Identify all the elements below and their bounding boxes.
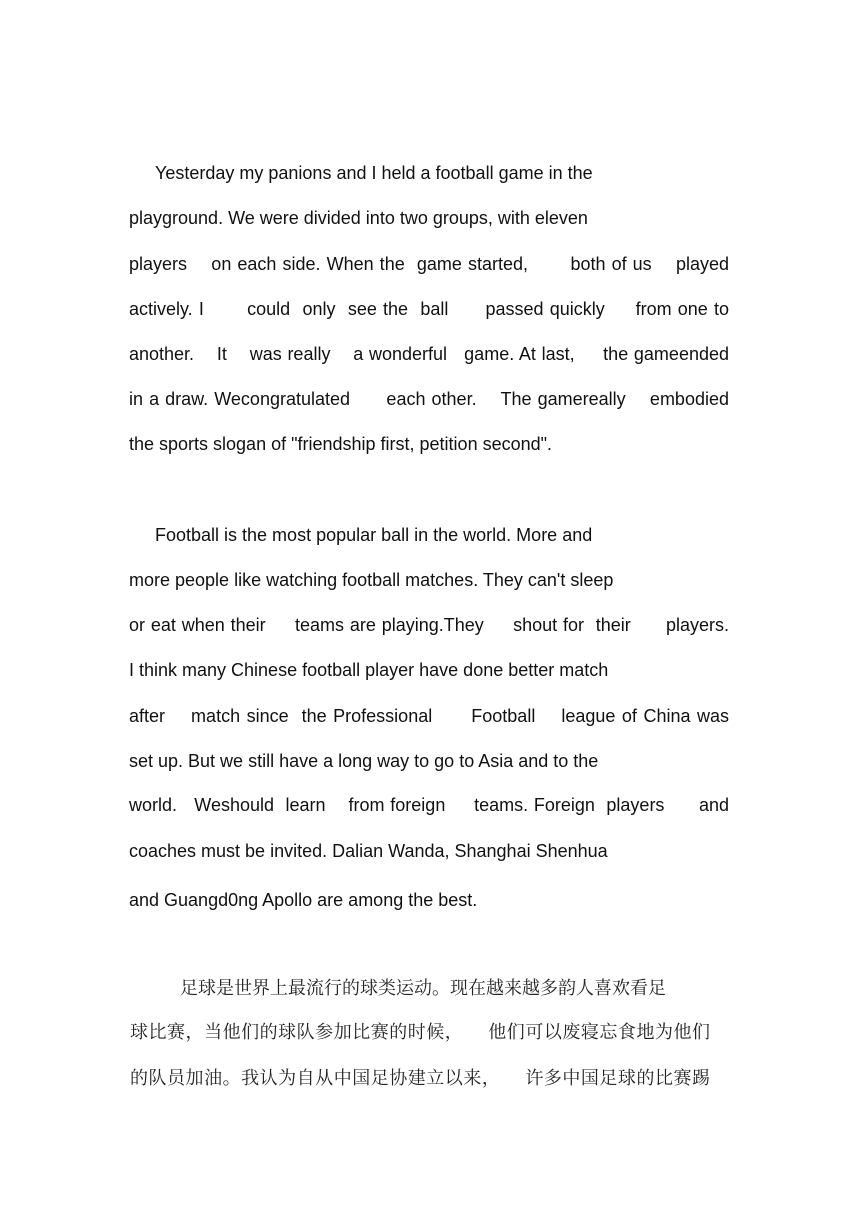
paragraph-2-line-1: Football is the most popular ball in the world. More and (155, 525, 593, 545)
paragraph-1-line-4: actively. I could only see the ball passed quickly from one to (129, 299, 729, 319)
paragraph-2-line-5: after match since the Professional Football league of China was (129, 706, 729, 726)
paragraph-1-line-6: in a draw. Wecongratulated each other. The gamereally embodied (129, 389, 729, 409)
paragraph-1-line-2: playground. We were divided into two groups, with eleven (129, 208, 588, 228)
paragraph-1-line-1: Yesterday my panions and I held a football game in the (155, 163, 593, 183)
paragraph-2-line-2: more people like watching football matches. They can't sleep (129, 570, 614, 590)
paragraph-1-line-3: players on each side. When the game started, both of us played (129, 254, 729, 274)
paragraph-2-line-9: and Guangd0ng Apollo are among the best. (129, 890, 478, 910)
paragraph-2-line-4: I think many Chinese football player have done better match (129, 660, 609, 680)
paragraph-2-line-8: coaches must be invited. Dalian Wanda, Shanghai Shenhua (129, 841, 608, 861)
paragraph-3-line-1: 足球是世界上最流行的球类运动。现在越来越多韵人喜欢看足 (180, 978, 666, 999)
paragraph-3-line-3: 的队员加油。我认为自从中国足协建立以来， 许多中国足球的比赛踢 (130, 1068, 710, 1089)
paragraph-2-line-3: or eat when their teams are playing.They shout for their players. (129, 615, 729, 635)
paragraph-2-line-7: world. Weshould learn from foreign teams. Foreign players and (129, 795, 729, 815)
paragraph-1-line-5: another. It was really a wonderful game. At last, the gameended (129, 344, 729, 364)
paragraph-1-line-7: the sports slogan of "friendship first, petition second". (129, 434, 553, 454)
paragraph-3-line-2: 球比赛，当他们的球队参加比赛的时候， 他们可以废寝忘食地为他们 (130, 1022, 710, 1043)
paragraph-2-line-6: set up. But we still have a long way to go to Asia and to the (129, 751, 599, 771)
